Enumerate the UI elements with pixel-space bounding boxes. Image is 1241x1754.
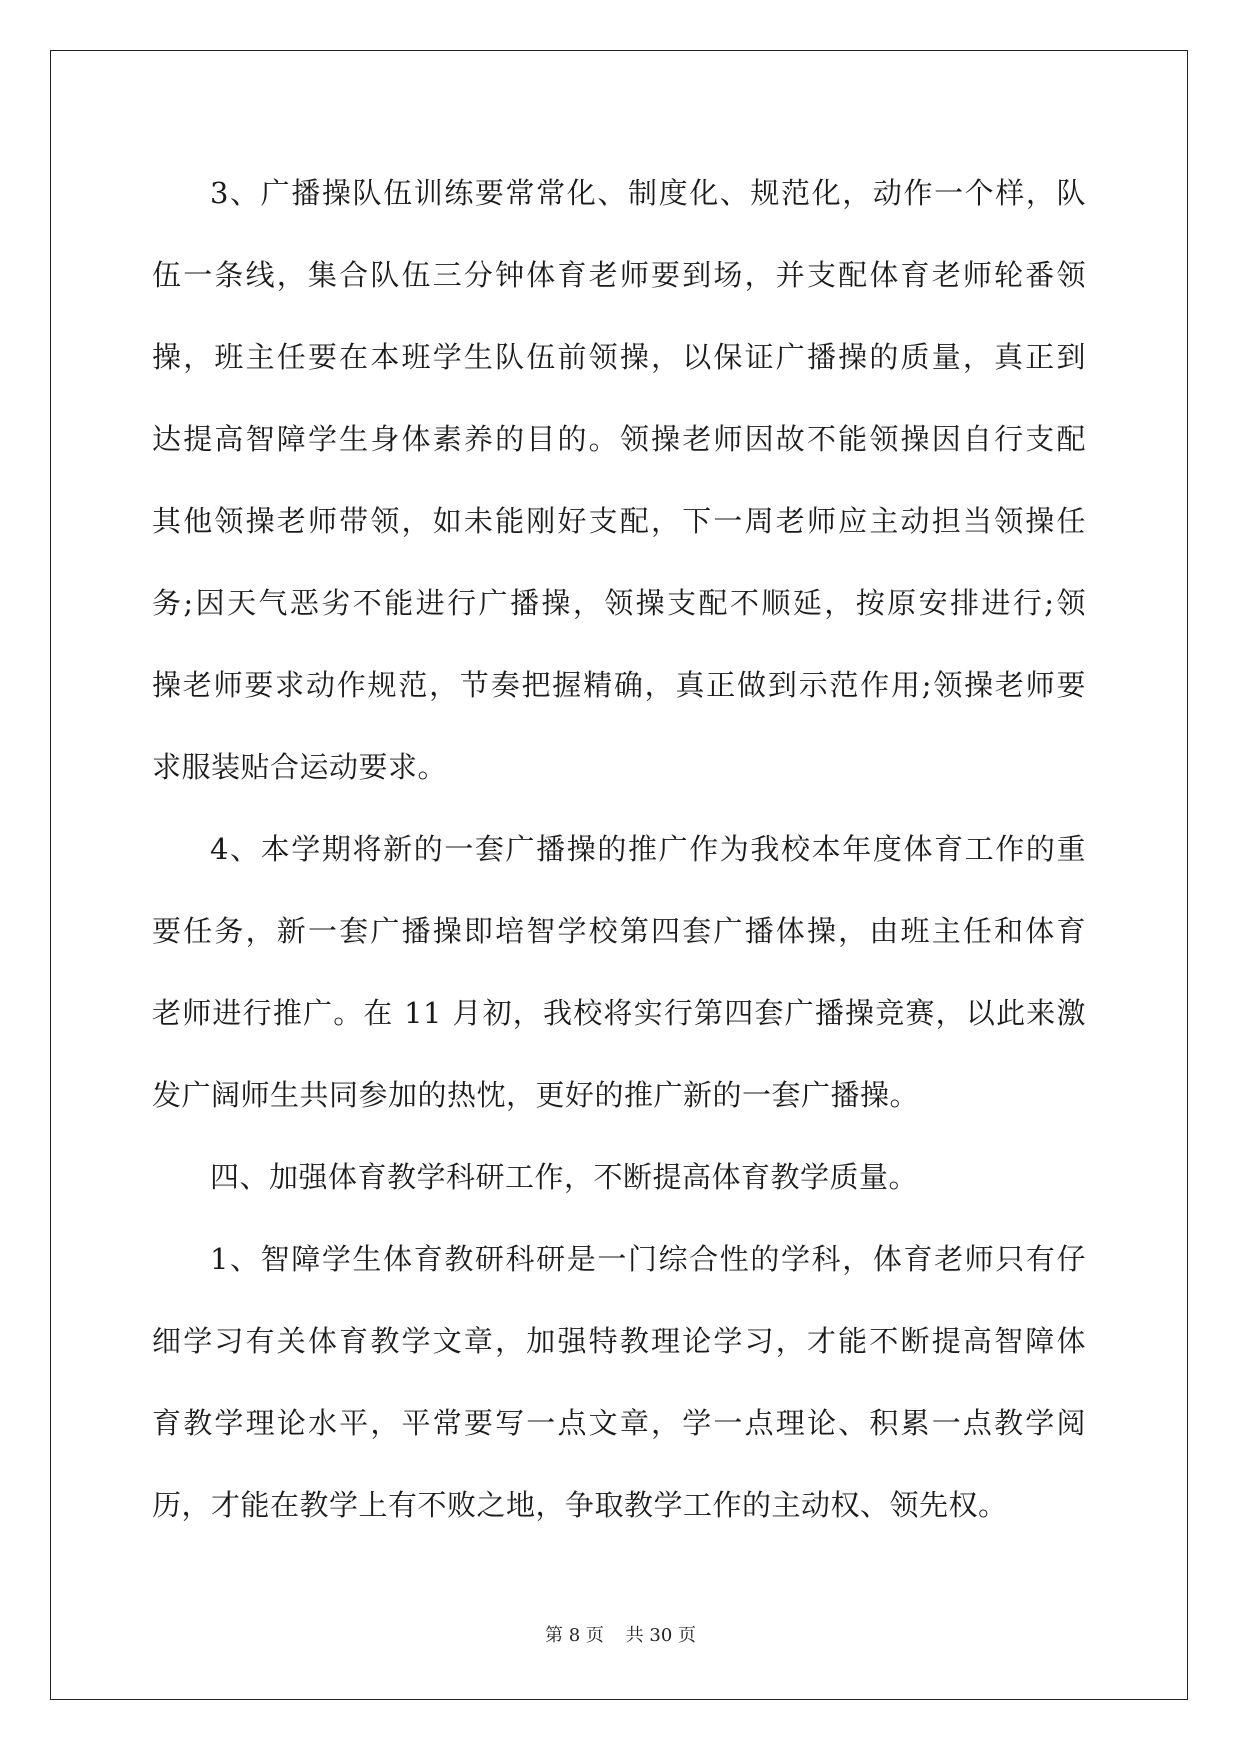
paragraph-line: 发广阔师生共同参加的热忱，更好的推广新的一套广播操。 bbox=[152, 1078, 920, 1112]
paragraph-line: 其他领操老师带领，如未能刚好支配，下一周老师应主动担当领操任 bbox=[152, 504, 1086, 538]
page-total: 共 30 页 bbox=[625, 1625, 696, 1646]
paragraph-line: 伍一条线，集合队伍三分钟体育老师要到场，并支配体育老师轮番领 bbox=[152, 258, 1086, 292]
page-footer bbox=[0, 1621, 1241, 1647]
paragraph-line: 细学习有关体育教学文章，加强特教理论学习，才能不断提高智障体 bbox=[152, 1324, 1086, 1358]
paragraph-line: 操老师要求动作规范，节奏把握精确，真正做到示范作用;领操老师要 bbox=[152, 668, 1086, 702]
page-number: 第 8 页 bbox=[545, 1625, 604, 1646]
paragraph-line: 操，班主任要在本班学生队伍前领操，以保证广播操的质量，真正到 bbox=[152, 340, 1086, 374]
paragraph-line: 老师进行推广。在 11 月初，我校将实行第四套广播操竞赛，以此来激 bbox=[152, 996, 1086, 1030]
paragraph-line: 1、智障学生体育教研科研是一门综合性的学科，体育老师只有仔 bbox=[210, 1242, 1086, 1276]
paragraph-line: 4、本学期将新的一套广播操的推广作为我校本年度体育工作的重 bbox=[210, 832, 1086, 866]
paragraph-line: 育教学理论水平，平常要写一点文章，学一点理论、积累一点教学阅 bbox=[152, 1406, 1086, 1440]
document-body bbox=[152, 152, 1086, 1546]
paragraph-line: 达提高智障学生身体素养的目的。领操老师因故不能领操因自行支配 bbox=[152, 422, 1086, 456]
paragraph-line: 3、广播操队伍训练要常常化、制度化、规范化，动作一个样，队 bbox=[210, 176, 1086, 210]
paragraph-line: 求服装贴合运动要求。 bbox=[152, 750, 448, 784]
paragraph-line: 要任务，新一套广播操即培智学校第四套广播体操，由班主任和体育 bbox=[152, 914, 1086, 948]
paragraph-line: 历，才能在教学上有不败之地，争取教学工作的主动权、领先权。 bbox=[152, 1488, 1008, 1522]
paragraph-line: 务;因天气恶劣不能进行广播操，领操支配不顺延，按原安排进行;领 bbox=[152, 586, 1086, 620]
section-heading: 四、加强体育教学科研工作，不断提高体育教学质量。 bbox=[210, 1160, 919, 1194]
